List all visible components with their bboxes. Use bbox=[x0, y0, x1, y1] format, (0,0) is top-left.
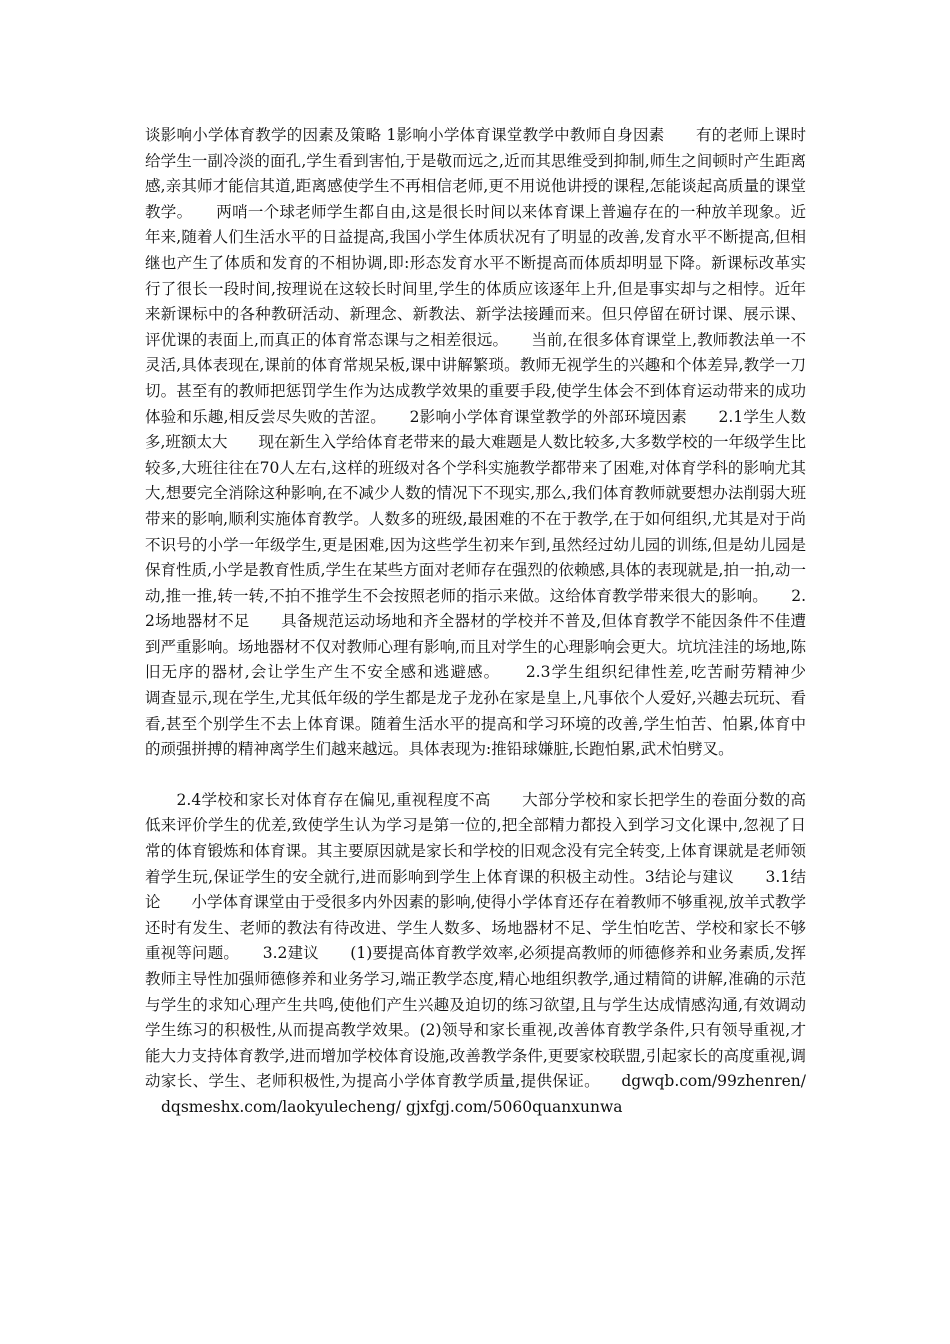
article-paragraph-2 bbox=[145, 788, 806, 1121]
footer-link-2[interactable]: dqsmeshx.com/laokyulecheng/ bbox=[161, 1097, 401, 1116]
article-body bbox=[145, 123, 838, 1121]
paragraph-gap bbox=[145, 763, 806, 788]
article-paragraph-1: 谈影响小学体育教学的因素及策略 1影响小学体育课堂教学中教师自身因素 有的老师上课时给学生一副冷淡的面孔,学生看到害怕,于是敬而远之,近而其思维受到抑制,师生之间顿时产生距离感,亲其师才能信其道,距离感使学生不再相信老师,更不用说他讲授的课程,怎能谈起高质量的课堂教学。 两哨一个球老师学生都自由,这是很长时间以来体育课上普遍存在的一种放羊现象。近年来,随着人们生活水平的日益提高,我国小学生体质状况有了明显的改善,发育水平不断提高,但相继也产生了体质和发育的不相协调,即:形态发育水平不断提高而体质却明显下降。新课标改革实行了很长一段时间,按理说在这较长时间里,学生的体质应该逐年上升,但是事实却与之相悖。近年来新课标中的各种教研活动、新理念、新教法、新学法接踵而来。但只停留在研讨课、展示课、评优课的表面上,而真正的体育常态课与之相差很远。 当前,在很多体育课堂上,教师教法单一不灵活,具体表现在,课前的体育常规呆板,课中讲解繁琐。教师无视学生的兴趣和个体差异,教学一刀切。甚至有的教师把惩罚学生作为达成教学效果的重要手段,使学生体会不到体育运动带来的成功体验和乐趣,相反尝尽失败的苦涩。 2影响小学体育课堂教学的外部环境因素 2.1学生人数多,班额太大 现在新生入学给体育老带来的最大难题是人数比较多,大多数学校的一年级学生比较多,大班往往在70人左右,这样的班级对各个学科实施教学都带来了困难,对体育学科的影响尤其大,想要完全消除这种影响,在不减少人数的情况下不现实,那么,我们体育教师就要想办法削弱大班带来的影响,顺利实施体育教学。人数多的班级,最困难的不在于教学,在于如何组织,尤其是对于尚不识号的小学一年级学生,更是困难,因为这些学生初来乍到,虽然经过幼儿园的训练,但是幼儿园是保育性质,小学是教育性质,学生在某些方面对老师存在强烈的依赖感,具体的表现就是,拍一拍,动一动,推一推,转一转,不拍不推学生不会按照老师的指示来做。这给体育教学带来很大的影响。 2.2场地器材不足 具备规范运动场地和齐全器材的学校并不普及,但体育教学不能因条件不佳遭到严重影响。场地器材不仅对教师心理有影响,而且对学生的心理影响会更大。坑坑洼洼的场地,陈旧无序的器材,会让学生产生不安全感和逃避感。 2.3学生组织纪律性差,吃苦耐劳精神少 调查显示,现在学生,尤其低年级的学生都是龙子龙孙在家是皇上,凡事依个人爱好,兴趣去玩玩、看看,甚至个别学生不去上体育课。随着生活水平的提高和学习环境的改善,学生怕苦、怕累,体育中的顽强拼搏的精神离学生们越来越远。具体表现为:推铅球嫌脏,长跑怕累,武术怕劈叉。 bbox=[145, 126, 838, 759]
footer-link-3[interactable]: gjxfgj.com/5060quanxunwa bbox=[405, 1097, 623, 1116]
footer-link-1[interactable]: dgwqb.com/99zhenren/ bbox=[621, 1072, 806, 1091]
article-paragraph-2-text: 2.4学校和家长对体育存在偏见,重视程度不高 大部分学校和家长把学生的卷面分数的高低来评价学生的优差,致使学生认为学习是第一位的,把全部精力都投入到学习文化课中,忽视了日常的体育锻炼和体育课。其主要原因就是家长和学校的旧观念没有完全转变,上体育课就是老师领着学生玩,保证学生的安全就行,进而影响到学生上体育课的积极主动性。3结论与建议 3.1结论 小学体育课堂由于受很多内外因素的影响,使得小学体育还存在着教师不够重视,放羊式教学还时有发生、老师的教法有待改进、学生人数多、场地器材不足、学生怕吃苦、学校和家长不够重视等问题。 3.2建议 (1)要提高体育教学效率,必须提高教师的师德修养和业务素质,发挥教师主导性加强师德修养和业务学习,端正教学态度,精心地组织教学,通过精简的讲解,准确的示范与学生的求知心理产生共鸣,使他们产生兴趣及迫切的练习欲望,且与学生达成情感沟通,有效调动学生练习的积极性,从而提高教学效果。(2)领导和家长重视,改善体育教学条件,只有领导重视,才能大力支持体育教学,进而增加学校体育设施,改善教学条件,更要家校联盟,引起家长的高度重视,调动家长、学生、老师积极性,为提高小学体育教学质量,提供保证。 bbox=[145, 790, 806, 1091]
